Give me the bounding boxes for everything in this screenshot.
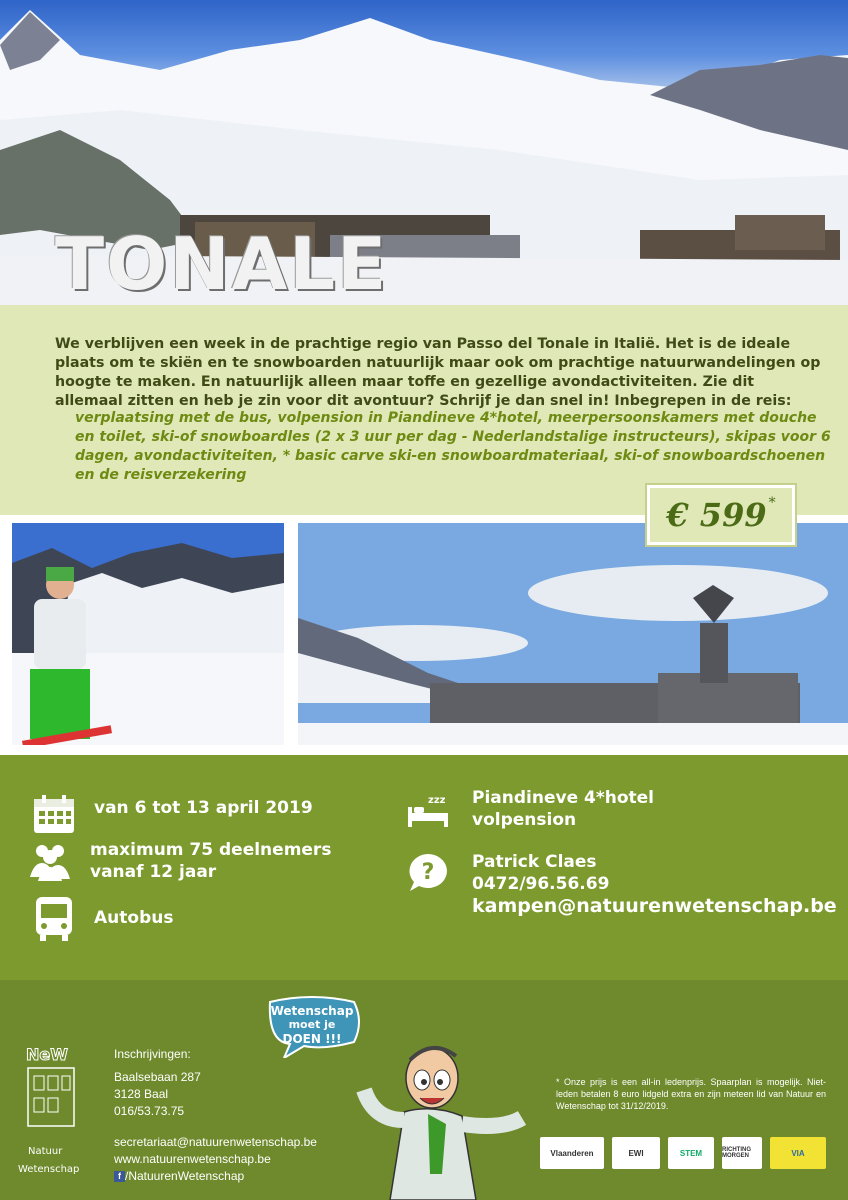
question-bubble-icon: [406, 851, 450, 895]
via-logo: VIA: [770, 1137, 826, 1169]
registration-block: [114, 1046, 317, 1185]
richting-morgen-logo: RICHTING MORGEN: [722, 1137, 762, 1169]
stem-logo: STEM: [668, 1137, 714, 1169]
ewi-logo: EWI: [612, 1137, 660, 1169]
info-section: [0, 755, 848, 980]
registration-email[interactable]: secretariaat@natuurenwetenschap.be: [114, 1135, 317, 1149]
intro-section: [0, 305, 848, 515]
svg-text:NeW: NeW: [26, 1045, 68, 1064]
registration-phone: 016/53.73.75: [114, 1104, 185, 1118]
mascot-illustration: [350, 1040, 540, 1200]
participants-age: vanaf 12 jaar: [90, 862, 217, 882]
registration-label: Inschrijvingen:: [114, 1047, 191, 1061]
price-value: € 599: [666, 496, 767, 534]
hotel-name: Piandineve 4*hotel: [472, 788, 655, 808]
bed-icon: [406, 787, 450, 831]
photo-strip: [0, 515, 848, 755]
hotel-board: volpension: [472, 810, 577, 830]
registration-street: Baalsebaan 287: [114, 1070, 201, 1084]
price-note: * Onze prijs is een all-in ledenprijs. Spaarplan is mogelijk. Niet-leden betalen 8 euro lidgeld extra en zijn meteen lid van Natuur en Wetenschap tot 31/12/2019.: [556, 1077, 826, 1111]
calendar-icon: [32, 793, 76, 837]
bubble-line-2: moet je: [288, 1018, 336, 1031]
contact-row: [406, 851, 837, 917]
hero-title: TONALE: [55, 222, 389, 305]
date-text: van 6 tot 13 april 2019: [94, 798, 313, 818]
bus-icon: [32, 895, 76, 943]
registration-city: 3128 Baal: [114, 1087, 169, 1101]
hotel-text: [472, 787, 654, 831]
bubble-text: [262, 1004, 362, 1046]
included-list: verplaatsing met de bus, volpension in Piandineve 4*hotel, meerpersoonskamers met douche en toilet, ski-of snowboardles (2 x 3 uur per dag - Nederlandstalige instructeurs), skipas voor 6 dagen, avondactiviteiten, * basic carve ski-en snowboardmateriaal, ski-of snowboardschoenen en de reisverzekering: [75, 410, 831, 483]
contact-email[interactable]: kampen@natuurenwetenschap.be: [472, 895, 837, 917]
participants-row: [28, 839, 331, 883]
price-asterisk: *: [768, 495, 776, 511]
svg-text:Wetenschap: Wetenschap: [18, 1164, 80, 1175]
group-icon: [28, 839, 72, 883]
contact-text: [472, 851, 837, 917]
snowboarder-photo: [12, 523, 284, 745]
participants-text: [90, 839, 331, 883]
footer: [0, 980, 848, 1200]
contact-phone[interactable]: 0472/96.56.69: [472, 874, 610, 894]
facebook-icon: f: [114, 1171, 125, 1182]
transport-text: Autobus: [94, 908, 174, 928]
participants-max: maximum 75 deelnemers: [90, 840, 332, 860]
vlaanderen-logo: Vlaanderen: [540, 1137, 604, 1169]
registration-website[interactable]: www.natuurenwetenschap.be: [114, 1152, 271, 1166]
bubble-line-1: Wetenschap: [270, 1004, 354, 1018]
svg-text:?: ?: [421, 860, 435, 885]
transport-row: [32, 895, 173, 943]
svg-text:zzz: zzz: [428, 795, 446, 806]
hotel-row: [406, 787, 654, 831]
new-logo: [18, 1042, 90, 1192]
sponsor-logos: [540, 1136, 830, 1170]
bubble-line-3: DOEN !!!: [282, 1032, 342, 1046]
hero-banner: [0, 0, 848, 305]
facebook-link[interactable]: [114, 1168, 317, 1185]
facebook-text: /NatuurenWetenschap: [125, 1169, 245, 1183]
svg-text:Natuur: Natuur: [28, 1146, 63, 1157]
contact-name: Patrick Claes: [472, 852, 597, 872]
date-row: [32, 793, 313, 837]
intro-paragraph: We verblijven een week in de prachtige regio van Passo del Tonale in Italië. Het is de ideale plaats om te skiën en te snowboarden natuurlijk maar ook om prachtige natuurwandelingen op hoogte te maken. En natuurlijk alleen maar toffe en gezellige avondactiviteiten. Zie dit allemaal zitten en heb je zin voor dit avontuur? Schrijf je dan snel in! Inbegrepen in de reis:: [55, 336, 821, 409]
monument-photo: [298, 523, 848, 745]
price-badge: [647, 485, 795, 545]
